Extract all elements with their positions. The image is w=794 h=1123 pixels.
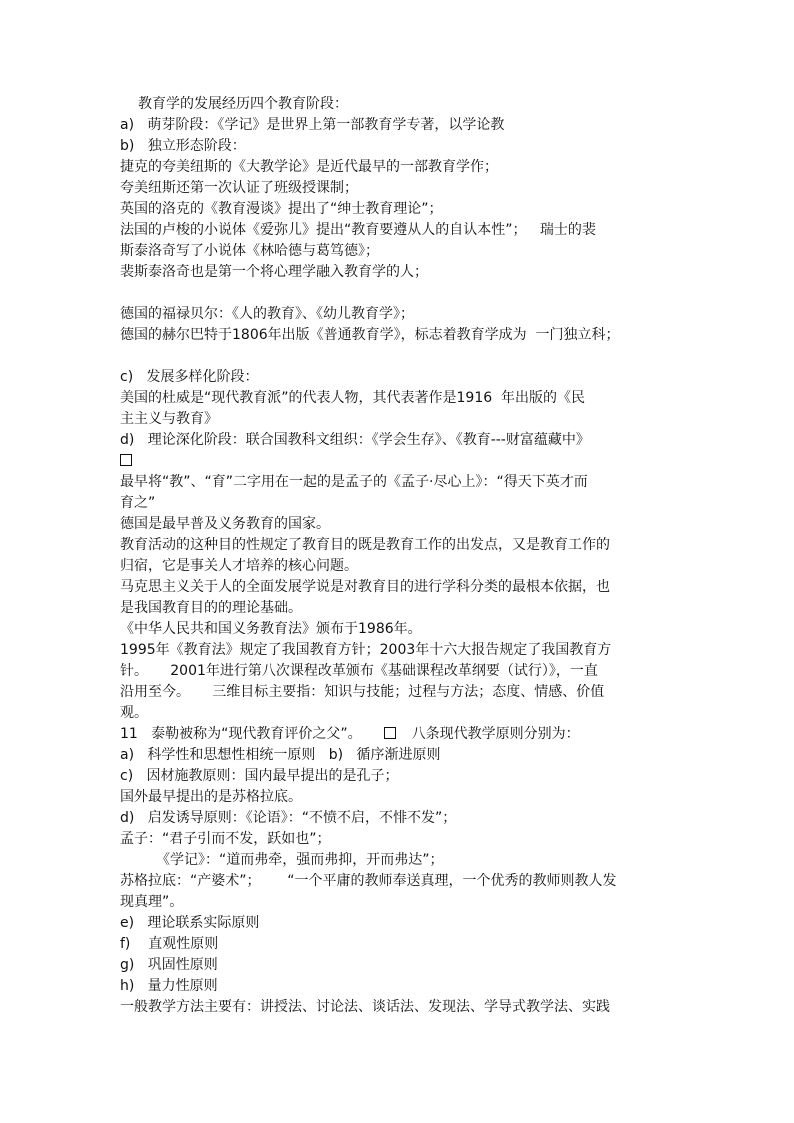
text-line: 英国的洛克的《教育漫谈》提出了“绅士教育理论”； [120,201,443,217]
text-line: 德国的福禄贝尔：《人的教育》、《幼儿教育学》； [120,306,414,322]
text-line: 马克思主义关于人的全面发展学说是对教育目的进行学科分类的最根本依据，也 [120,579,610,595]
text-line: 一般教学方法主要有：讲授法、讨论法、谈话法、发现法、学导式教学法、实践 [120,999,610,1015]
text-segment: 八条现代教学原则分别为： [411,726,580,742]
text-line: 国外最早提出的是苏格拉底。 [120,789,302,805]
text-line: 归宿，它是事关人才培养的核心问题。 [120,558,358,574]
text-line [120,724,680,745]
text-line: g) 巩固性原则 [120,957,218,973]
text-line: 主主义与教育》 [120,411,218,427]
text-line: h) 量力性原则 [120,978,218,994]
text-line: a) 萌芽阶段：《学记》是世界上第一部教育学专著，以学论教 [120,117,505,133]
text-line: 是我国教育目的的理论基础。 [120,600,302,616]
text-line: 教育学的发展经历四个教育阶段： [138,96,348,112]
checkbox-square-icon [384,727,396,739]
checkbox-square-icon [120,454,132,466]
text-line: d) 启发诱导原则：《论语》：“不愤不启，不悱不发”； [120,810,457,826]
text-line: 针。 2001年进行第八次课程改革颁布《基础课程改革纲要（试行）》，一直 [120,663,598,679]
text-line: f) 直观性原则 [120,936,219,952]
text-line: 孟子：“君子引而不发，跃如也”； [120,831,331,847]
text-line: 《学记》：“道而弗牵，强而弗抑，开而弗达”； [156,852,444,868]
text-line: 苏格拉底：“产婆术”； “一个平庸的教师奉送真理，一个优秀的教师则教人发 [120,873,617,889]
text-line: 教育活动的这种目的性规定了教育目的既是教育工作的出发点，又是教育工作的 [120,537,610,553]
document-body [120,94,680,1018]
checkbox-line [120,451,680,472]
text-line: 育之” [120,495,156,511]
text-segment: 11 泰勒被称为“现代教育评价之父”。 [120,726,362,742]
text-line: e) 理论联系实际原则 [120,915,260,931]
text-line: 德国是最早普及义务教育的国家。 [120,516,330,532]
text-line: 夸美纽斯还第一次认证了班级授课制； [120,180,358,196]
text-line: d) 理论深化阶段：联合国教科文组织：《学会生存》、《教育---财富蕴藏中》 [120,432,590,448]
text-line: 捷克的夸美纽斯的《大教学论》是近代最早的一部教育学作； [120,159,498,175]
text-line: c) 因材施教原则：国内最早提出的是孔子； [120,768,399,784]
text-line: 裴斯泰洛奇也是第一个将心理学融入教育学的人； [120,264,428,280]
text-line: 现真理”。 [120,894,184,910]
text-line: b) 独立形态阶段： [120,138,246,154]
text-line: 沿用至今。 三维目标主要指：知识与技能；过程与方法；态度、情感、价值 [120,684,605,700]
text-line: 最早将“教”、“育”二字用在一起的是孟子的《孟子·尽心上》：“得天下英才而 [120,474,588,490]
text-line: 《中华人民共和国义务教育法》颁布于1986年。 [120,621,422,637]
text-line: 斯泰洛奇写了小说体《林哈德与葛笃德》； [120,243,379,259]
text-line: 德国的赫尔巴特于1806年出版《普通教育学》，标志着教育学成为 一门独立科； [120,327,620,343]
text-line: 观。 [120,705,148,721]
blank-line [120,283,680,304]
text-line: 1995年《教育法》规定了我国教育方针；2003年十六大报告规定了我国教育方 [120,642,612,658]
text-line: c) 发展多样化阶段： [120,369,259,385]
text-line: a) 科学性和思想性相统一原则 b) 循序渐进原则 [120,747,441,763]
blank-line [120,346,680,367]
text-line: 法国的卢梭的小说体《爱弥儿》提出“教育要遵从人的自认本性”； 瑞士的裴 [120,222,596,238]
text-line: 美国的杜威是“现代教育派”的代表人物，其代表著作是1916 年出版的《民 [120,390,586,406]
